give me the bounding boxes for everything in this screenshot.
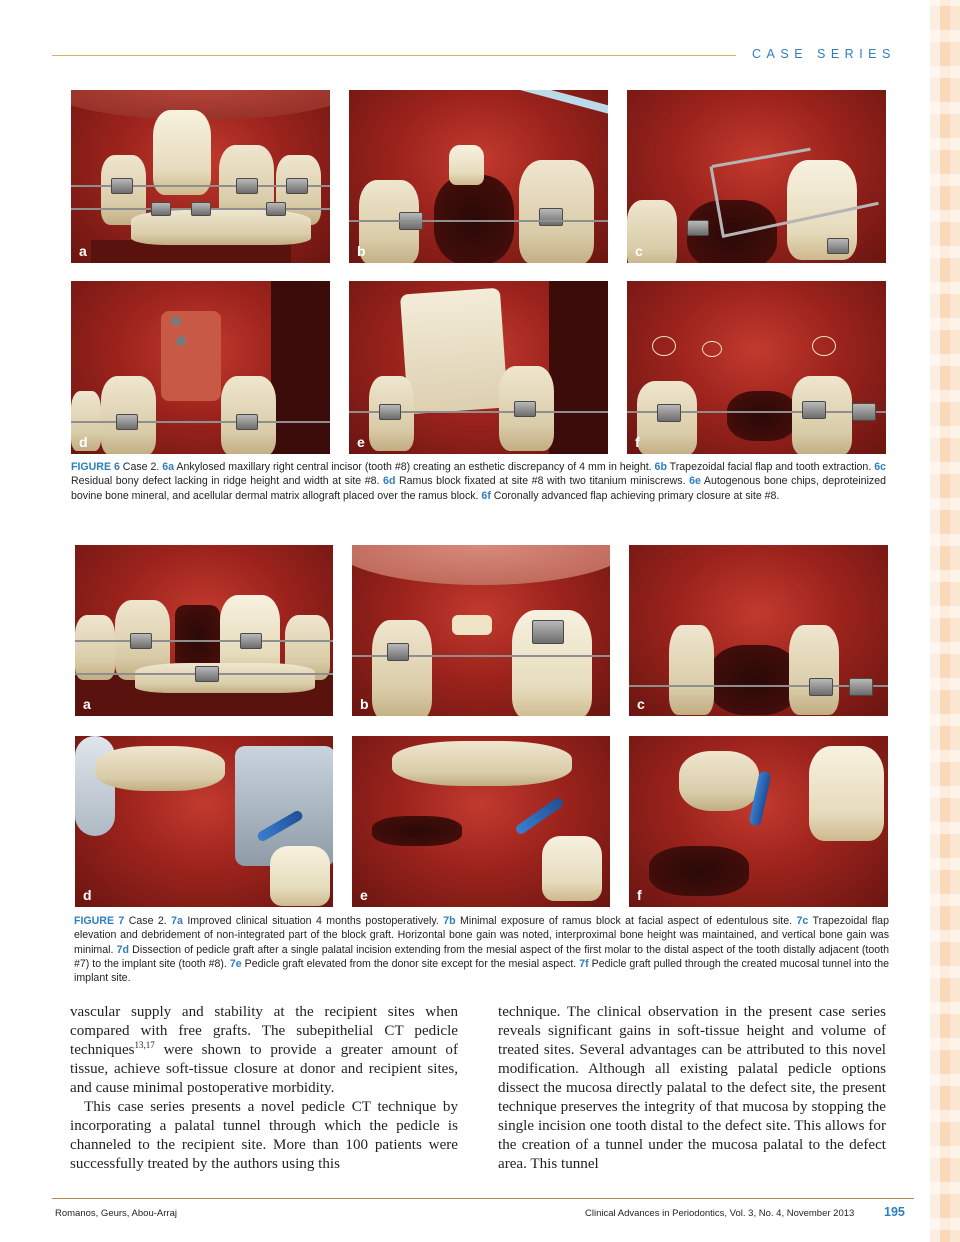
figure-7-panel-label: a	[83, 696, 91, 712]
body-right-column	[498, 1003, 886, 1174]
figure-label: FIGURE 6	[71, 461, 120, 473]
panel-reference: 7c	[796, 915, 809, 927]
caption-text: Trapezoidal flap elevation and debridement of non-integrated part of the block graft. Horizontal bone gain was noted, interproximal bone height was maintained, and vertical bone gain was minimal.	[74, 915, 889, 956]
figure-6c-photo	[627, 90, 886, 263]
caption-text: Minimal exposure of ramus block at facial aspect of edentulous site.	[455, 915, 797, 927]
figure-6-panel-label: b	[357, 243, 366, 259]
figure-6-panel-label: f	[635, 434, 640, 450]
figure-7-panel-label: e	[360, 887, 368, 903]
figure-6f-photo	[627, 281, 886, 454]
figure-6-caption	[71, 460, 886, 503]
figure-7-caption	[74, 914, 889, 985]
figure-7-panel-label: f	[637, 887, 642, 903]
figure-7-caption-text	[74, 914, 889, 985]
figure-7e-photo	[352, 736, 610, 907]
panel-reference: 7a	[171, 915, 183, 927]
page-number: 195	[884, 1205, 905, 1219]
panel-reference: 6f	[481, 489, 491, 502]
caption-text: Coronally advanced flap achieving primary closure at site #8.	[490, 489, 780, 502]
body-left-column	[70, 1003, 458, 1174]
figure-6-panel-label: c	[635, 243, 643, 259]
caption-text: Autogenous bone chips, deproteinized bovine bone mineral, and acellular dermal matrix allograft placed over the ramus block.	[71, 475, 887, 502]
figure-7c-photo	[629, 545, 888, 716]
figure-6-panel-label: e	[357, 434, 365, 450]
figure-6d-photo	[71, 281, 330, 454]
caption-text: Trapezoidal facial flap and tooth extraction.	[666, 461, 875, 473]
panel-reference: 6a	[162, 461, 175, 473]
panel-reference: 7d	[116, 943, 129, 956]
caption-text: Case 2.	[124, 915, 172, 927]
panel-reference: 6c	[874, 461, 887, 473]
panel-reference: 7e	[229, 957, 242, 970]
figure-7a-photo	[75, 545, 333, 716]
section-header: CASE SERIES	[752, 47, 896, 61]
figure-6-panel-label: a	[79, 243, 87, 259]
caption-text: Dissection of pedicle graft after a single palatal incision extending from the mesial aspect of the first molar to the distal aspect of the tooth distally adjacent (tooth #7) to the implant site (tooth #8).	[74, 943, 889, 970]
caption-text: Ramus block fixated at site #8 with two titanium miniscrews.	[395, 475, 690, 488]
caption-text: Ankylosed maxillary right central incisor (tooth #8) creating an esthetic discrepancy of 4 mm in height.	[174, 461, 655, 473]
figure-7d-photo	[75, 736, 333, 907]
caption-text: Pedicle graft elevated from the donor site except for the mesial aspect.	[241, 957, 580, 970]
panel-reference: 7f	[579, 957, 589, 970]
figure-7f-photo	[629, 736, 888, 907]
panel-reference: 7b	[443, 915, 456, 927]
body-paragraph	[70, 1003, 458, 1098]
panel-reference: 6d	[383, 475, 396, 488]
figure-6b-photo	[349, 90, 608, 263]
body-paragraph: technique. The clinical observation in the present case series reveals significant gains in soft-tissue height and volume of treated sites. Several advantages can be attributed to this novel modification. Although all existing palatal pedicle options dissect the mucosa directly palatal to the defect site, the present technique preserves the integrity of that mucosa by stopping the single incision one tooth distal to the defect site. This allows for the creation of a tunnel under the mucosa palatal to the defect area. This tunnel	[498, 1004, 886, 1172]
footer-journal: Clinical Advances in Periodontics, Vol. 3, No. 4, November 2013	[585, 1208, 855, 1219]
decorative-side-strip	[930, 0, 960, 1242]
caption-text: Pedicle graft pulled through the created mucosal tunnel into the implant site.	[74, 957, 889, 985]
figure-7b-photo	[352, 545, 610, 716]
figure-7-panel-label: c	[637, 696, 645, 712]
figure-6-panel-label: d	[79, 434, 88, 450]
body-text: vascular supply and stability at the recipient sites when compared with free grafts. The subepithelial CT pedicle techniques	[70, 1004, 458, 1058]
figure-6-caption-text	[71, 460, 886, 503]
footer-authors: Romanos, Geurs, Abou-Arraj	[55, 1208, 177, 1219]
figure-7-panel-label: d	[83, 887, 92, 903]
body-text: were shown to provide a greater amount of tissue, achieve soft-tissue closure at donor and recipient sites, and cause minimal postoperative morbidity.	[70, 1042, 458, 1096]
caption-text: Improved clinical situation 4 months postoperatively.	[182, 915, 444, 927]
caption-text: Residual bony defect lacking in ridge height and width at site #8.	[71, 475, 384, 488]
figure-label: FIGURE 7	[74, 915, 125, 927]
header-rule	[52, 55, 736, 56]
footer-rule	[52, 1198, 914, 1199]
figure-6a-photo	[71, 90, 330, 263]
body-paragraph: This case series presents a novel pedicle CT technique by incorporating a palatal tunnel through which the pedicle is channeled to the recipient site. More than 100 patients were successfully treated by the authors using this	[70, 1099, 458, 1172]
panel-reference: 6b	[654, 461, 667, 473]
figure-7-panel-label: b	[360, 696, 369, 712]
citation: 13,17	[134, 1039, 155, 1050]
figure-6e-photo	[349, 281, 608, 454]
panel-reference: 6e	[689, 475, 701, 488]
caption-text: Case 2.	[119, 461, 163, 473]
